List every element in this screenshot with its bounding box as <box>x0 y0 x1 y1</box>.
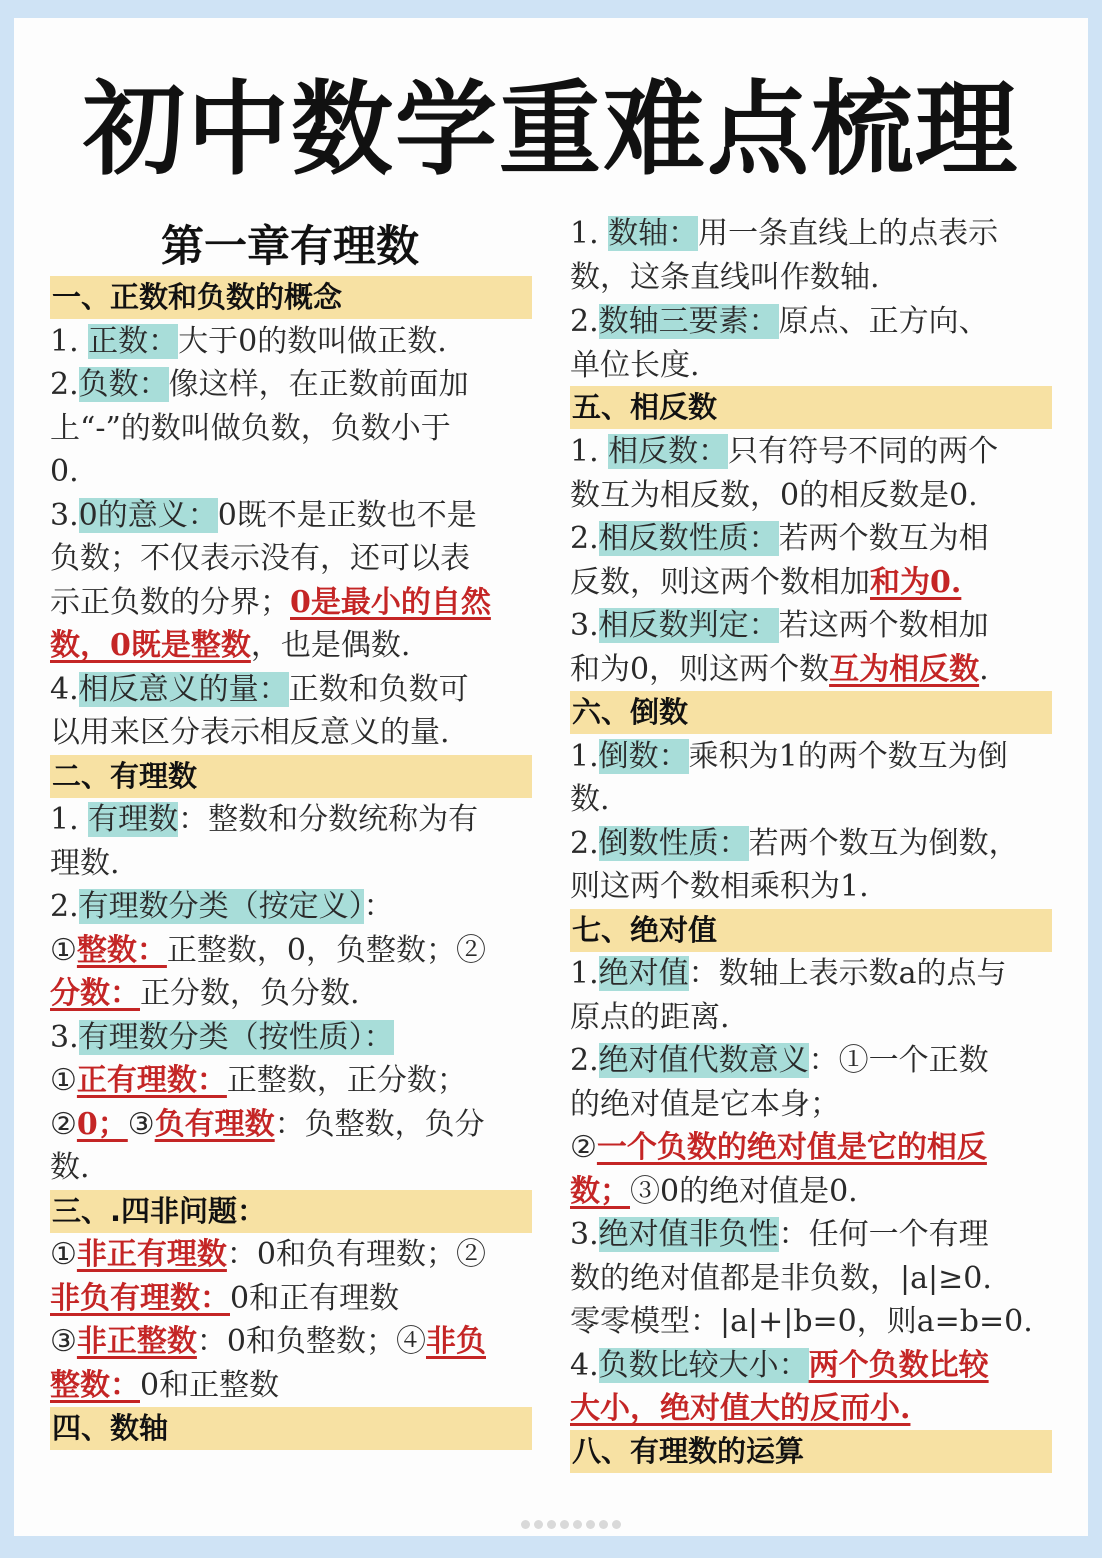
text-line: 和为0，则这两个数互为相反数. <box>570 652 989 687</box>
term-highlight: 绝对值代数意义 <box>598 1043 809 1078</box>
term-highlight: 倒数： <box>598 739 689 774</box>
term-highlight: 相反意义的量： <box>78 672 289 707</box>
text-line: ②0；③负有理数：负整数，负分 <box>50 1107 485 1142</box>
list-item: 2.倒数性质：若两个数互为倒数， <box>570 826 1019 861</box>
term-highlight: 绝对值 <box>598 956 689 991</box>
key-point: 负有理数 <box>154 1107 275 1142</box>
text-line: 示正负数的分界；0是最小的自然 <box>50 585 491 620</box>
text-line: 数，0既是整数，也是偶数. <box>50 628 411 663</box>
term-highlight: 相反数性质： <box>598 521 779 556</box>
term-highlight: 0的意义： <box>78 498 218 533</box>
key-point: 互为相反数 <box>829 652 980 687</box>
term-highlight: 正数： <box>88 324 179 359</box>
text-line: 上“-”的数叫做负数，负数小于 <box>50 411 451 446</box>
text-line: 反数，则这两个数相加和为0. <box>570 565 962 600</box>
text-line: 负数；不仅表示没有，还可以表 <box>50 541 470 576</box>
list-item: 2.负数：像这样，在正数前面加 <box>50 367 469 402</box>
text-line: ①非正有理数：0和负有理数；② <box>50 1237 486 1272</box>
key-point: 非负有理数： <box>50 1281 230 1316</box>
list-item: 3.相反数判定：若这两个数相加 <box>570 608 989 643</box>
section-heading-1: 一、正数和负数的概念 <box>50 276 532 319</box>
section-heading-6: 六、倒数 <box>570 691 1052 734</box>
text-line: 数，这条直线叫作数轴. <box>570 260 880 295</box>
text-line: ①整数：正整数，0，负整数；② <box>50 933 486 968</box>
list-item: 3.有理数分类（按性质）： <box>50 1020 394 1055</box>
section-heading-3: 三、.四非问题： <box>50 1190 532 1233</box>
key-point: 一个负数的绝对值是它的相反 <box>596 1130 987 1165</box>
chapter-title: 第一章有理数 <box>161 222 419 272</box>
section-heading-2: 二、有理数 <box>50 755 532 798</box>
term-highlight: 倒数性质： <box>598 826 749 861</box>
text-line <box>570 1387 910 1430</box>
key-point: 数，0既是整数 <box>50 628 251 663</box>
text-line: ②一个负数的绝对值是它的相反 <box>570 1130 987 1165</box>
term-highlight: 有理数分类（按定义） <box>78 889 364 924</box>
text-line: 整数：0和正整数 <box>50 1368 280 1403</box>
key-point: 数； <box>570 1174 630 1209</box>
text-line: 单位长度. <box>570 348 700 383</box>
key-point: 整数： <box>76 933 167 968</box>
text-line: ③非正整数：0和负整数；④非负 <box>50 1324 486 1359</box>
text-line: 数. <box>50 1150 90 1185</box>
list-item: 1. 正数：大于0的数叫做正数. <box>50 324 447 359</box>
text-line: 原点的距离. <box>570 1000 730 1035</box>
key-point: 非正有理数 <box>76 1237 227 1272</box>
term-highlight: 有理数分类（按性质）： <box>78 1020 394 1055</box>
key-point: 分数： <box>50 976 140 1011</box>
list-item: 4.负数比较大小：两个负数比较 <box>570 1348 989 1383</box>
key-point: 非正整数 <box>76 1324 197 1359</box>
list-item: 1. 数轴：用一条直线上的点表示 <box>570 216 999 251</box>
term-highlight: 负数比较大小： <box>598 1348 809 1383</box>
list-item: 2.有理数分类（按定义）： <box>50 889 394 924</box>
text-line: 零零模型：|a|+|b=0，则a=b=0. <box>570 1304 1033 1339</box>
text-line: ①正有理数：正整数，正分数； <box>50 1063 467 1098</box>
term-highlight: 绝对值非负性 <box>598 1217 779 1252</box>
key-point: 整数： <box>50 1368 140 1403</box>
list-item: 3.绝对值非负性：任何一个有理 <box>570 1217 989 1252</box>
key-point: 0是最小的自然 <box>290 585 491 620</box>
text-line: 以用来区分表示相反意义的量. <box>50 715 450 750</box>
key-point: 大小，绝对值大的反而小. <box>570 1391 911 1426</box>
list-item: 1.绝对值：数轴上表示数a的点与 <box>570 956 1007 991</box>
list-item: 4.相反意义的量：正数和负数可 <box>50 672 469 707</box>
term-highlight: 负数： <box>78 367 169 402</box>
list-item: 3.0的意义：0既不是正数也不是 <box>50 498 477 533</box>
text-line: 则这两个数相乘积为1. <box>570 869 869 904</box>
term-highlight: 相反数判定： <box>598 608 779 643</box>
term-highlight: 有理数 <box>88 802 179 837</box>
page-title: 初中数学重难点梳理 <box>83 71 1019 190</box>
list-item: 1.倒数：乘积为1的两个数互为倒 <box>570 739 1008 774</box>
key-point: 0； <box>76 1107 128 1142</box>
list-item: 2.数轴三要素：原点、正方向、 <box>570 304 989 339</box>
section-heading-7: 七、绝对值 <box>570 909 1052 952</box>
text-line: 数互为相反数，0的相反数是0. <box>570 478 978 513</box>
section-heading-4: 四、数轴 <box>50 1407 532 1450</box>
term-highlight: 相反数： <box>608 434 729 469</box>
text-line: 理数. <box>50 846 120 881</box>
key-point: 和为0. <box>870 565 962 600</box>
term-highlight: 数轴三要素： <box>598 304 779 339</box>
text-line: 非负有理数：0和正有理数 <box>50 1281 400 1316</box>
text-line: 的绝对值是它本身； <box>570 1087 840 1122</box>
text-line: 数；③0的绝对值是0. <box>570 1174 858 1209</box>
list-item: 1. 相反数：只有符号不同的两个 <box>570 434 999 469</box>
key-point: 非负 <box>426 1324 486 1359</box>
key-point: 正有理数： <box>76 1063 227 1098</box>
text-line: 0. <box>50 454 79 489</box>
list-item: 2.相反数性质：若两个数互为相 <box>570 521 989 556</box>
section-heading-8: 八、有理数的运算 <box>570 1430 1052 1473</box>
list-item: 2.绝对值代数意义：①一个正数 <box>570 1043 989 1078</box>
page-indicator <box>519 1514 623 1530</box>
list-item: 1. 有理数：整数和分数统称为有 <box>50 802 479 837</box>
key-point: 两个负数比较 <box>808 1348 989 1383</box>
term-highlight: 数轴： <box>608 216 699 251</box>
text-line: 数. <box>570 782 610 817</box>
section-heading-5: 五、相反数 <box>570 386 1052 429</box>
text-line: 数的绝对值都是非负数，|a|≥0. <box>570 1261 992 1296</box>
text-line: 分数：正分数，负分数. <box>50 976 360 1011</box>
